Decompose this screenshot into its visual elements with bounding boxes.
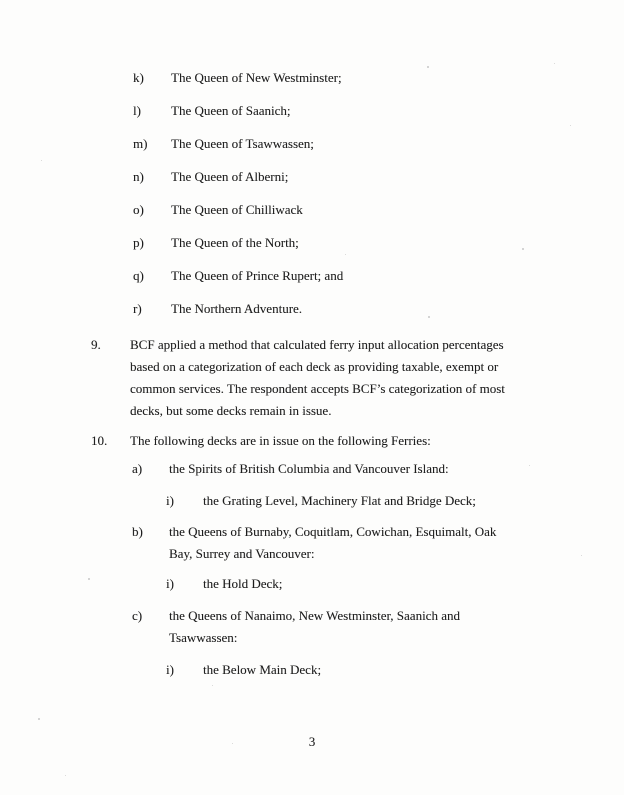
paragraph-10 bbox=[91, 430, 624, 452]
deck-subitem-text: the Grating Level, Machinery Flat and Bridge Deck; bbox=[203, 493, 476, 508]
scan-speck bbox=[38, 718, 40, 720]
deck-item-a bbox=[132, 458, 624, 480]
deck-item-text: the Queens of Nanaimo, New Westminster, Saanich and Tsawwassen: bbox=[169, 608, 460, 645]
scan-speck bbox=[302, 412, 303, 413]
scan-speck bbox=[88, 578, 90, 580]
scan-speck bbox=[345, 254, 346, 255]
deck-subitem-c-i bbox=[166, 659, 624, 681]
paragraph-number: 9. bbox=[91, 337, 101, 352]
list-item-m bbox=[133, 136, 624, 152]
list-item-text: The Queen of New Westminster; bbox=[171, 70, 342, 85]
list-item-r bbox=[133, 301, 624, 317]
deck-subitem-text: the Below Main Deck; bbox=[203, 662, 322, 677]
list-item-label: l) bbox=[133, 103, 141, 118]
scan-speck bbox=[428, 316, 430, 318]
deck-subitem-a-i bbox=[166, 490, 624, 512]
paragraph-number: 10. bbox=[91, 433, 108, 448]
list-item-q bbox=[133, 268, 624, 284]
page-number: 3 bbox=[308, 734, 316, 749]
deck-subitem-label: i) bbox=[166, 493, 174, 508]
list-item-label: o) bbox=[133, 202, 144, 217]
list-item-label: n) bbox=[133, 169, 144, 184]
deck-item-c bbox=[132, 605, 624, 649]
list-item-text: The Queen of Chilliwack bbox=[171, 202, 303, 217]
scan-speck bbox=[232, 743, 233, 744]
deck-item-text: the Spirits of British Columbia and Vancouver Island: bbox=[169, 461, 449, 476]
scan-speck bbox=[212, 685, 213, 686]
list-item-text: The Queen of the North; bbox=[171, 235, 299, 250]
list-item-label: r) bbox=[133, 301, 142, 316]
deck-subitem-b-i bbox=[166, 573, 624, 595]
scan-speck bbox=[41, 160, 42, 161]
deck-item-b bbox=[132, 521, 624, 565]
paragraph-9 bbox=[91, 334, 624, 422]
list-item-label: q) bbox=[133, 268, 144, 283]
list-item-label: p) bbox=[133, 235, 144, 250]
list-item-label: m) bbox=[133, 136, 148, 151]
deck-item-text: the Queens of Burnaby, Coquitlam, Cowichan, Esquimalt, Oak Bay, Surrey and Vancouver: bbox=[169, 524, 497, 561]
scan-speck bbox=[529, 465, 530, 466]
list-item-l bbox=[133, 103, 624, 119]
list-item-k bbox=[133, 70, 624, 86]
deck-subitem-text: the Hold Deck; bbox=[203, 576, 283, 591]
scan-speck bbox=[427, 66, 429, 68]
list-item-text: The Queen of Saanich; bbox=[171, 103, 291, 118]
list-item-label: k) bbox=[133, 70, 144, 85]
scan-speck bbox=[554, 63, 555, 64]
deck-item-label: a) bbox=[132, 461, 143, 476]
deck-item-label: c) bbox=[132, 608, 143, 623]
list-item-text: The Queen of Prince Rupert; and bbox=[171, 268, 344, 283]
list-item-text: The Queen of Tsawwassen; bbox=[171, 136, 314, 151]
list-item-text: The Northern Adventure. bbox=[171, 301, 303, 316]
scan-speck bbox=[570, 125, 571, 126]
scan-speck bbox=[522, 248, 524, 250]
list-item-o bbox=[133, 202, 624, 218]
list-item-n bbox=[133, 169, 624, 185]
paragraph-text: BCF applied a method that calculated ferry input allocation percentages based on a categorization of each deck as providing taxable, exempt or common services. The respondent accepts BCF’s categorization of most decks, but some decks remain in issue. bbox=[130, 337, 505, 418]
paragraph-text: The following decks are in issue on the following Ferries: bbox=[130, 433, 431, 448]
deck-subitem-label: i) bbox=[166, 576, 174, 591]
list-item-p bbox=[133, 235, 624, 251]
scan-speck bbox=[65, 775, 66, 776]
list-item-text: The Queen of Alberni; bbox=[171, 169, 289, 184]
deck-subitem-label: i) bbox=[166, 662, 174, 677]
scan-speck bbox=[581, 555, 582, 556]
deck-item-label: b) bbox=[132, 524, 143, 539]
